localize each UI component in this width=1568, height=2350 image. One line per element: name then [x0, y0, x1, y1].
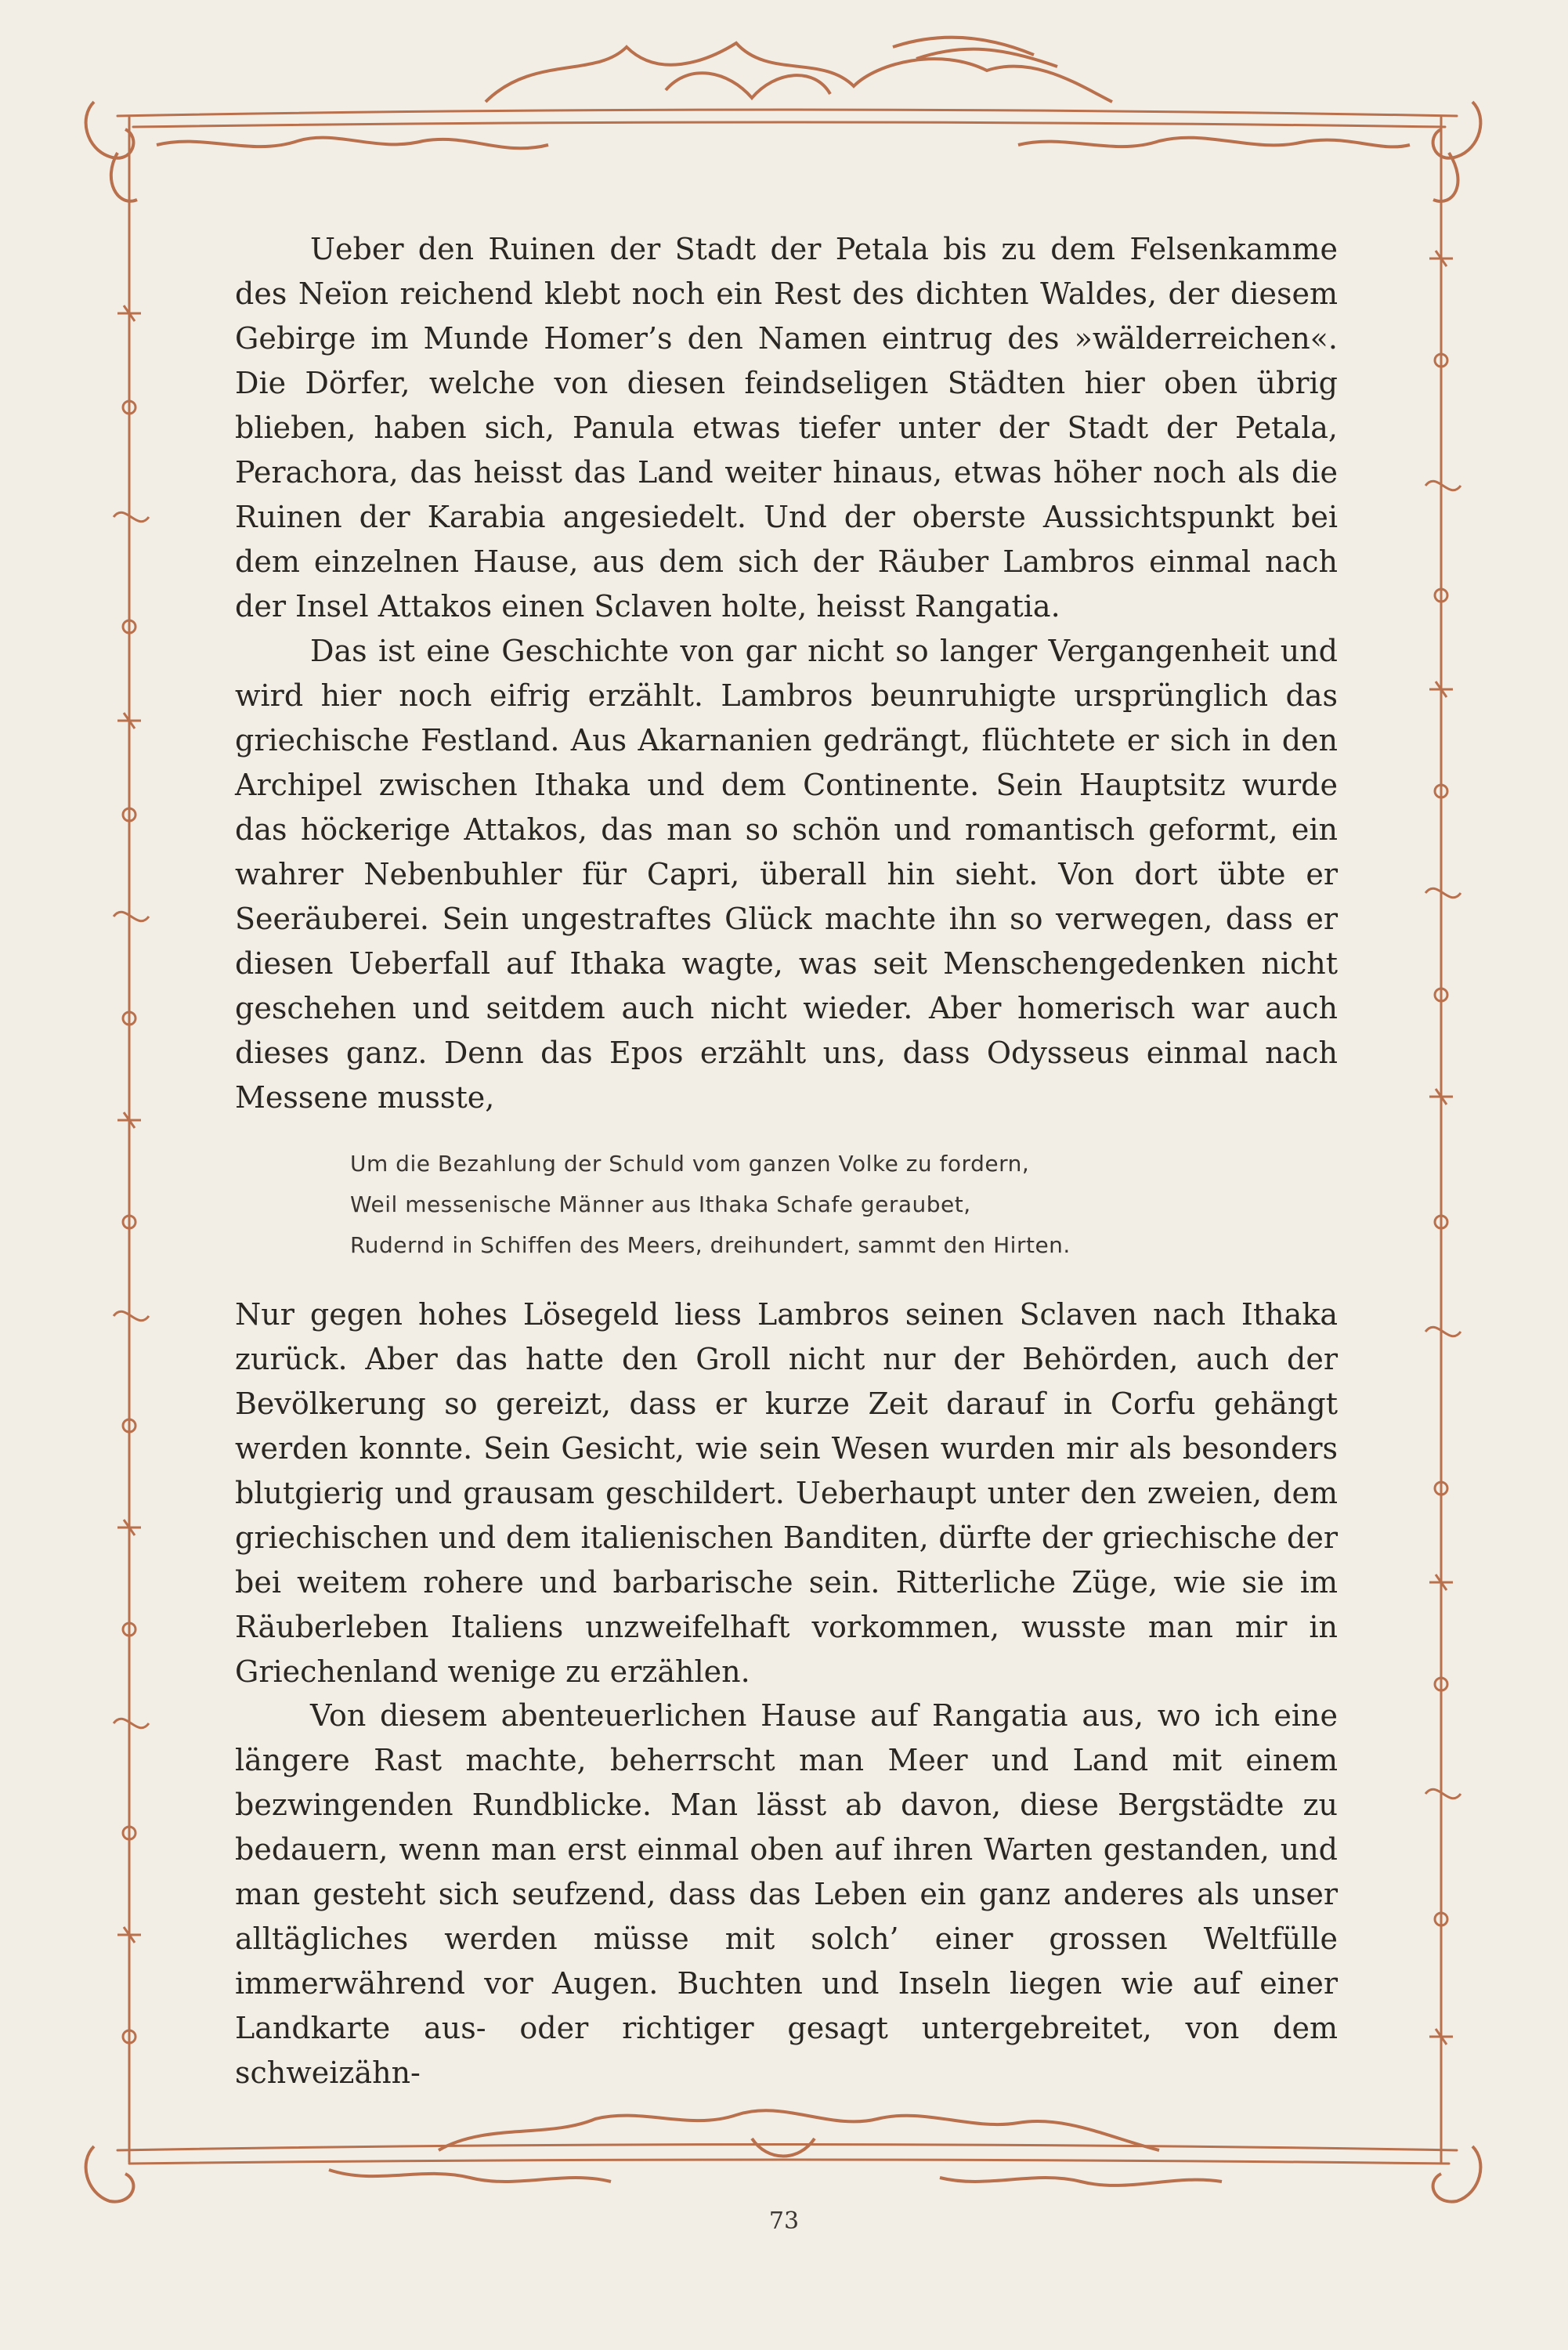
bottom-left-corner-scroll — [86, 2146, 134, 2202]
bottom-border-line — [117, 2145, 1457, 2151]
body-paragraph-4 — [235, 1694, 1338, 2095]
page-number: 73 — [768, 2207, 800, 2235]
paragraph-text: Ueber den Ruinen der Stadt der Petala bis zu dem Felsenkamme des Neïon reichend klebt noch ein Rest des dichten Waldes, der diesem Gebirge im Munde Homer’s den Namen eintrug des »wälderreichen«. Die Dörfer, welche von diesen feindseligen Städten hier oben übrig blieben, haben sich, Panula etwas tiefer unter der Stadt der Petala, Perachora, das heisst das Land weiter hinaus, etwas höher noch als die Ruinen der Karabia angesiedelt. Und der oberste Aussichtspunkt bei dem einzelnen Hause, aus dem sich der Räuber Lambros einmal nach der Insel Attakos einen Sclaven holte, heisst Rangatia. — [235, 232, 1338, 624]
body-paragraph-2 — [235, 629, 1338, 1120]
body-paragraph-3 — [235, 1292, 1338, 1694]
top-left-corner-scroll — [86, 102, 134, 158]
verse-line: Rudernd in Schiffen des Meers, dreihundert, sammt den Hirten. — [350, 1232, 1071, 1258]
top-floral-ornament — [486, 43, 1112, 102]
verse-line: Weil messenische Männer aus Ithaka Schafe geraubet, — [350, 1191, 971, 1217]
verse-quotation — [350, 1144, 1321, 1266]
paragraph-text: Nur gegen hohes Lösegeld liess Lambros seinen Sclaven nach Ithaka zurück. Aber das hatte den Groll nicht nur der Behörden, auch der Bevölkerung so gereizt, dass er kurze Zeit darauf in Corfu gehängt werden konnte. Sein Gesicht, wie sein Wesen wurden mir als besonders blutgierig und grausam geschildert. Ueberhaupt unter den zweien, dem griechischen und dem italienischen Banditen, dürfte der griechische der bei weitem rohere und barbarische sein. Ritterliche Züge, wie sie im Räuberleben Italiens unzweifelhaft vorkommen, wusste man mir in Griechenland wenige zu erzählen. — [235, 1297, 1338, 1689]
body-paragraph-1 — [235, 227, 1338, 629]
top-border-line — [117, 110, 1457, 116]
paragraph-text: Von diesem abenteuerlichen Hause auf Rangatia aus, wo ich eine längere Rast machte, beherrscht man Meer und Land mit einem bezwingenden Rundblicke. Man lässt ab davon, diese Bergstädte zu bedauern, wenn man erst einmal oben auf ihren Warten gestanden, und man gesteht sich seufzend, dass das Leben ein ganz anderes als unser alltägliches werden müsse mit solch’ einer grossen Weltfülle immerwährend vor Augen. Buchten und Inseln liegen wie auf einer Landkarte aus- oder richtiger gesagt untergebreitet, von dem schweizähn- — [235, 1698, 1338, 2090]
paragraph-text: Das ist eine Geschichte von gar nicht so langer Vergangenheit und wird hier noch eifrig erzählt. Lambros beunruhigte ursprünglich das griechische Festland. Aus Akarnanien gedrängt, flüchtete er sich in den Archipel zwischen Ithaka und dem Continente. Sein Hauptsitz wurde das höckerige Attakos, das man so schön und romantisch geformt, ein wahrer Nebenbuhler für Capri, überall hin sieht. Von dort übte er Seeräuberei. Sein ungestraftes Glück machte ihn so verwegen, dass er diesen Ueberfall auf Ithaka wagte, was seit Menschengedenken nicht geschehen und seitdem auch nicht wieder. Aber homerisch war auch dieses ganz. Denn das Epos erzählt uns, dass Odysseus einmal nach Messene musste, — [235, 634, 1338, 1115]
verse-line: Um die Bezahlung der Schuld vom ganzen Volke zu fordern, — [350, 1151, 1030, 1177]
